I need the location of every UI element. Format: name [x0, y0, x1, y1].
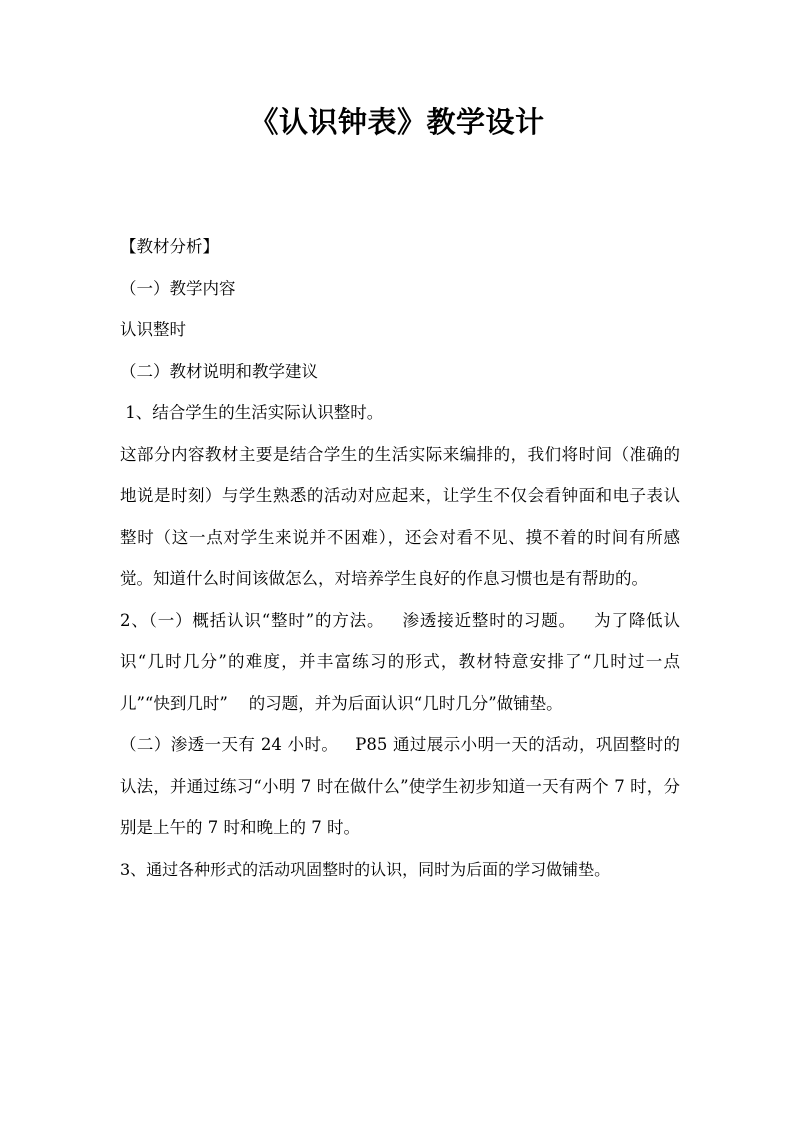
paragraph-recognize-hours: 认识整时 [120, 320, 186, 339]
document-title: 《认识钟表》教学设计 [249, 105, 545, 139]
section-heading-material-analysis: 【教材分析】 [120, 237, 219, 256]
paragraph-point-3: 3、通过各种形式的活动巩固整时的认识，同时为后面的学习做铺垫。 [120, 859, 611, 879]
paragraph-point-1-detail: 这部分内容教材主要是结合学生的生活实际来编排的，我们将时间（准确的地说是时刻）与学生熟悉的活动对应起来，让学生不仅会看钟面和电子表认整时（这一点对学生来说并不困难），还会对看不见、摸不着的时间有所感觉。知道什么时间该做怎么，对培养学生良好的作息习惯也是有帮助的。 [120, 444, 680, 588]
document-body [120, 226, 680, 890]
paragraph-point-2-part-2: （二）渗透一天有 24 小时。 P85 通过展示小明一天的活动，巩固整时的认法，并通过练习“小明 7 时在做什么”使学生初步知道一天有两个 7 时，分别是上午的 7 时和晚上的 7 时。 [120, 735, 680, 837]
subheading-material-notes: （二）教材说明和教学建议 [120, 361, 318, 381]
subheading-teaching-content: （一）教学内容 [120, 278, 236, 298]
paragraph-point-2: 2、（一）概括认识“整时”的方法。 渗透接近整时的习题。 为了降低认识“几时几分”的难度，并丰富练习的形式，教材特意安排了“几时过一点儿”“快到几时” 的习题，并为后面认识“几时几分”做铺垫。 [120, 610, 680, 713]
paragraph-point-1: 1、结合学生的生活实际认识整时。 [120, 403, 384, 422]
